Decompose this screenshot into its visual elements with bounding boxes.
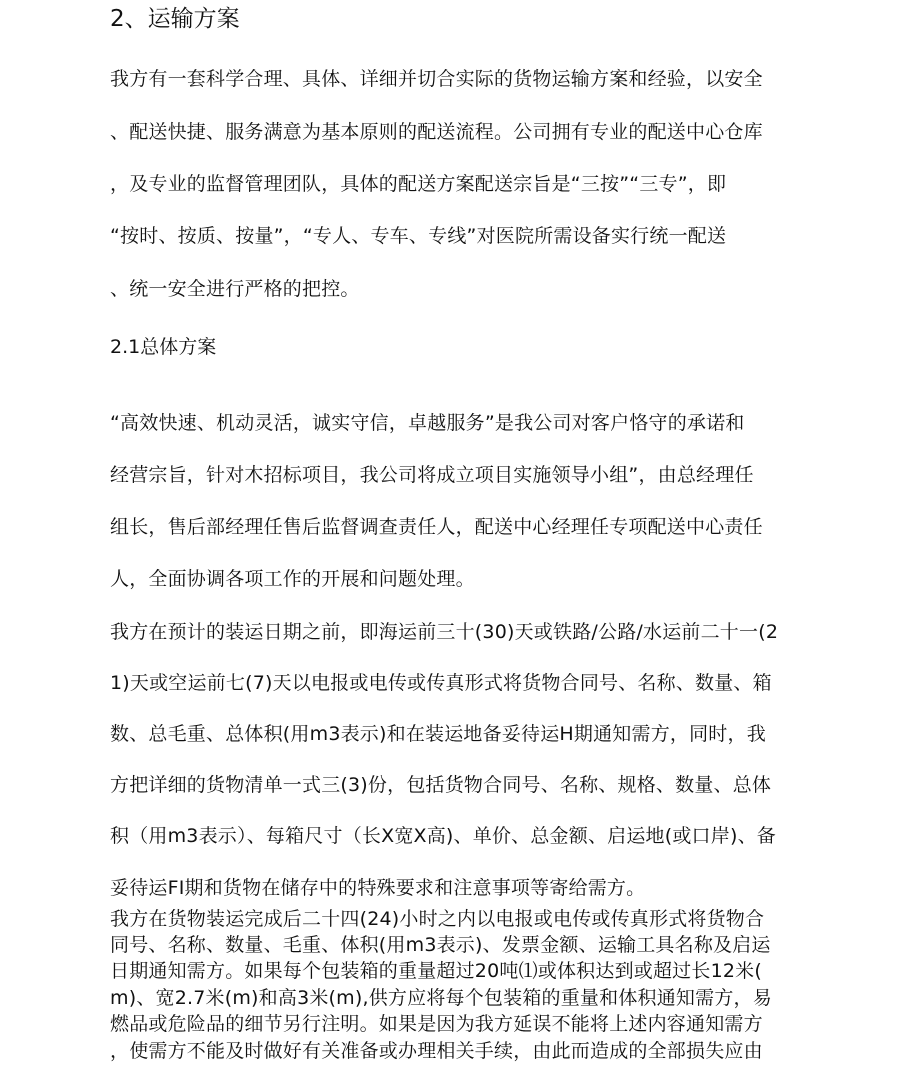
section-heading: 2、运输方案 [110, 6, 240, 32]
text-line: 同号、名称、数量、毛重、体积(用m3表示)、发票金额、运输工具名称及启运 [110, 934, 771, 956]
text-line: 我方在预计的装运日期之前，即海运前三十(30)天或铁路/公路/水运前二十一(2 [110, 621, 779, 643]
text-line: 组长，售后部经理任售后监督调查责任人，配送中心经理任专项配送中心责任 [110, 516, 763, 538]
text-line: 、统一安全进行严格的把控。 [110, 278, 360, 300]
text-line: 1)天或空运前七(7)天以电报或电传或传真形式将货物合同号、名称、数量、箱 [110, 672, 772, 694]
text-line: 日期通知需方。如果每个包装箱的重量超过20吨⑴或体积达到或超过长12米( [110, 960, 762, 982]
text-line: 数、总毛重、总体积(用m3表示)和在装运地备妥待运H期通知需方，同时，我 [110, 723, 766, 745]
text-line: 妥待运FI期和货物在储存中的特殊要求和注意事项等寄给需方。 [110, 877, 646, 899]
text-line: 燃品或危险品的细节另行注明。如果是因为我方延误不能将上述内容通知需方 [110, 1013, 763, 1035]
text-line: ，及专业的监督管理团队，具体的配送方案配送宗旨是“三按”“三专”，即 [110, 173, 727, 195]
text-line: “高效快速、机动灵活，诚实守信，卓越服务”是我公司对客户恪守的承诺和 [110, 412, 745, 434]
text-line: m)、宽2.7米(m)和高3米(m),供方应将每个包装箱的重量和体积通知需方，易 [110, 987, 772, 1009]
text-line: 、配送快捷、服务满意为基本原则的配送流程。公司拥有专业的配送中心仓库 [110, 121, 763, 143]
text-line: 我方有一套科学合理、具体、详细并切合实际的货物运输方案和经验，以安全 [110, 68, 763, 90]
text-line: 方把详细的货物清单一式三(3)份，包括货物合同号、名称、规格、数量、总体 [110, 774, 772, 796]
text-line: “按时、按质、按量”，“专人、专车、专线”对医院所需设备实行统一配送 [110, 225, 727, 247]
text-line: 积（用m3表示）、每箱尺寸（长X宽X高)、单价、总金额、启运地(或口岸)、备 [110, 825, 776, 847]
text-line: ，使需方不能及时做好有关准备或办理相关手续，由此而造成的全部损失应由 [110, 1040, 763, 1062]
text-line: 人，全面协调各项工作的开展和问题处理。 [110, 568, 475, 590]
subsection-heading: 2.1总体方案 [110, 336, 217, 358]
text-line: 经营宗旨，针对木招标项目，我公司将成立项目实施领导小组”，由总经理任 [110, 464, 754, 486]
text-line: 我方在货物装运完成后二十四(24)小时之内以电报或电传或传真形式将货物合 [110, 908, 765, 930]
